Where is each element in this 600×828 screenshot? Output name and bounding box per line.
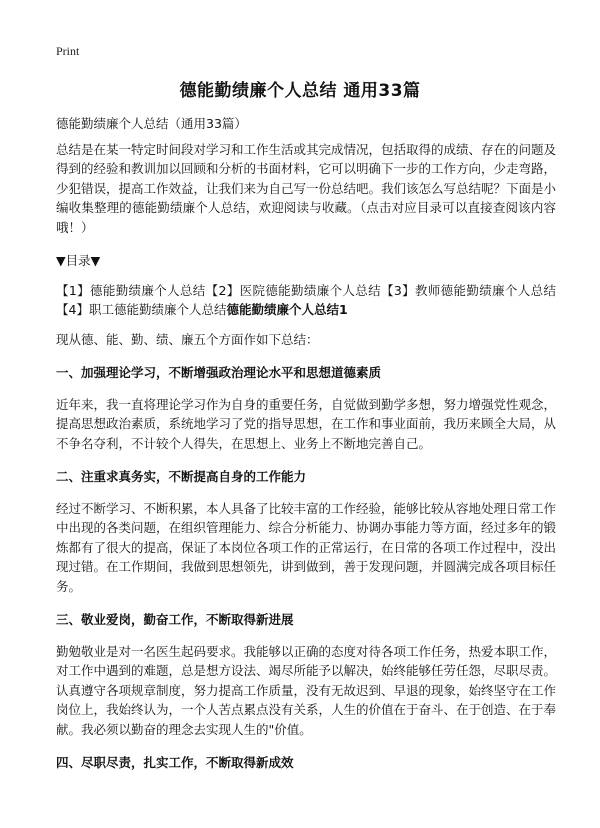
section-body-1: 近年来，我一直将理论学习作为自身的重要任务，自觉做到勤学多想，努力增强党性观念，提高思想政治素质，系统地学习了党的指导思想，在工作和事业面前，我历来顾全大局，从不争名夺利，不计较个人得失，在思想上、业务上不断地完善自己。	[56, 396, 557, 451]
print-link[interactable]: Print	[56, 44, 80, 58]
intro-paragraph: 总结是在某一特定时间段对学习和工作生活或其完成情况，包括取得的成绩、存在的问题及得到的经验和教训加以回顾和分析的书面材料，它可以明确下一步的工作方向，少走弯路，少犯错误，提高工作效益，让我们来为自己写一份总结吧。我们该怎么写总结呢？下面是小编收集整理的德能勤绩廉个人总结，欢迎阅读与收藏。（点击对应目录可以直接查阅该内容哦！）	[56, 141, 557, 235]
section-heading-3: 三、敬业爱岗，勤奋工作，不断取得新进展	[56, 612, 294, 627]
table-of-contents	[56, 281, 556, 320]
toc-link-2[interactable]: 【2】医院德能勤绩廉个人总结	[205, 282, 381, 298]
toc-link-1[interactable]: 【1】德能勤绩廉个人总结	[56, 282, 206, 298]
toc-link-4[interactable]: 【4】职工德能勤绩廉个人总结	[56, 302, 227, 317]
section-heading-2: 二、注重求真务实，不断提高自身的工作能力	[56, 469, 307, 484]
section-body-2: 经过不断学习、不断积累，本人具备了比较丰富的工作经验，能够比较从容地处理日常工作中出现的各类问题，在组织管理能力、综合分析能力、协调办事能力等方面，经过多年的锻炼都有了很大的提高，保证了本岗位各项工作的正常运行，在日常的各项工作过程中，没出现过错。在工作期间，我做到思想领先，讲到做到，善于发现问题，并圆满完成各项目标任务。	[56, 500, 557, 594]
page-title: 德能勤绩廉个人总结 通用33篇	[179, 81, 421, 101]
article-body	[56, 114, 556, 785]
toc-link-3[interactable]: 【3】教师德能勤绩廉个人总结	[380, 282, 556, 298]
section-heading-1: 一、加强理论学习，不断增强政治理论水平和思想道德素质	[56, 365, 382, 380]
lead-paragraph: 现从德、能、勤、绩、廉五个方面作如下总结：	[56, 331, 319, 347]
toc-current-title: 德能勤绩廉个人总结1	[226, 302, 348, 317]
article-subtitle: 德能勤绩廉个人总结（通用33篇）	[56, 116, 247, 131]
section-body-3: 勤勉敬业是对一名医生起码要求。我能够以正确的态度对待各项工作任务，热爱本职工作，对工作中遇到的难题，总是想方设法、竭尽所能予以解决，始终能够任劳任怨，尽职尽责。认真遵守各项规章制度，努力提高工作质量，没有无故迟到、早退的现象，始终坚守在工作岗位上，我始终认为，一个人苦点累点没有关系，人生的价值在于奋斗、在于创造、在于奉献。我必须以勤奋的理念去实现人生的"价值。	[56, 643, 557, 737]
toc-label: ▼目录▼	[56, 253, 101, 268]
section-heading-4: 四、尽职尽责，扎实工作，不断取得新成效	[56, 755, 294, 770]
